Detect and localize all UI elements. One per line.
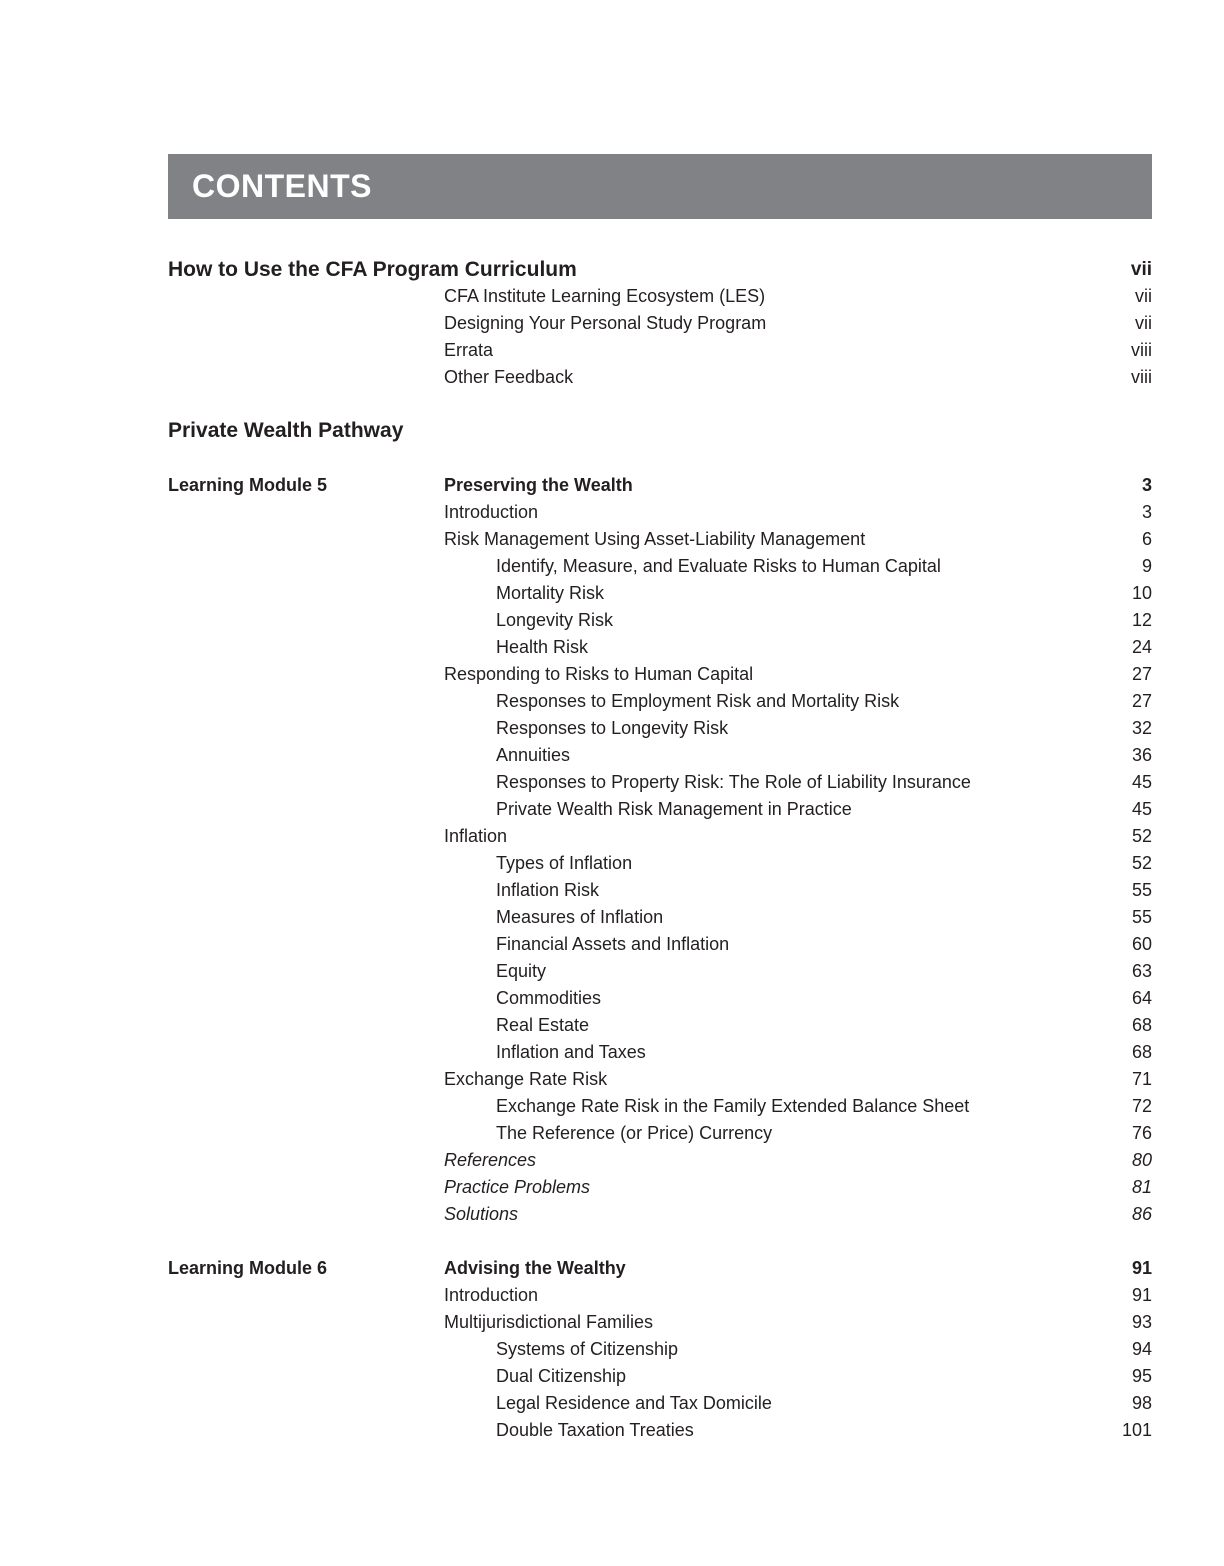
toc-entry-page: 94: [1131, 1339, 1152, 1359]
toc-entry-title: Dual Citizenship: [496, 1366, 627, 1386]
toc-entry-page: 52: [1131, 826, 1152, 846]
toc-entry-page: vii: [1130, 259, 1152, 280]
toc-entry[interactable]: [0, 1066, 1152, 1093]
toc-entry-practice-problems[interactable]: [0, 1174, 1152, 1201]
toc-entry[interactable]: [0, 634, 1152, 661]
toc-entry-title: Systems of Citizenship: [496, 1339, 679, 1359]
toc-entry-title: Inflation Risk: [496, 880, 600, 900]
toc-entry-title: References: [444, 1150, 537, 1170]
module-label: Learning Module 6: [168, 1258, 328, 1278]
toc-entry-page: 76: [1131, 1123, 1152, 1143]
module-title: Advising the Wealthy: [444, 1258, 626, 1278]
toc-entry-page: 64: [1131, 988, 1152, 1008]
toc-entry-title: Exchange Rate Risk in the Family Extended Balance Sheet: [496, 1096, 970, 1116]
module-page: 91: [1131, 1258, 1152, 1278]
toc-entry-how-to-use[interactable]: [0, 255, 1152, 285]
toc-entry[interactable]: [0, 769, 1152, 796]
toc-entry-page: 80: [1131, 1150, 1152, 1170]
toc-entry[interactable]: [0, 1390, 1152, 1417]
toc-entry-page: 72: [1131, 1096, 1152, 1116]
toc-entry-title: Real Estate: [496, 1015, 590, 1035]
toc-entry-title: Types of Inflation: [496, 853, 633, 873]
toc-module-5[interactable]: [0, 472, 1152, 499]
toc-entry-title: Practice Problems: [444, 1177, 591, 1197]
toc-entry-title: The Reference (or Price) Currency: [496, 1123, 773, 1143]
toc-entry-title: Annuities: [496, 745, 571, 765]
toc-entry[interactable]: [0, 985, 1152, 1012]
toc-entry[interactable]: [0, 931, 1152, 958]
toc-entry-title: Responses to Property Risk: The Role of Liability Insurance: [496, 772, 971, 792]
toc-entry-title: Errata: [444, 340, 494, 360]
toc-entry-title: Double Taxation Treaties: [496, 1420, 694, 1440]
toc-entry[interactable]: [0, 796, 1152, 823]
toc-entry[interactable]: [0, 1309, 1152, 1336]
toc-entry-page: 93: [1131, 1312, 1152, 1332]
toc-entry-page: 10: [1131, 583, 1152, 603]
toc-entry-page: 55: [1131, 907, 1152, 927]
toc-entry[interactable]: [0, 688, 1152, 715]
toc-entry-page: 68: [1131, 1042, 1152, 1062]
toc-entry-page: 3: [1141, 502, 1152, 522]
toc-entry[interactable]: [0, 364, 1152, 391]
module-page: 3: [1141, 475, 1152, 495]
toc-entry-title: Financial Assets and Inflation: [496, 934, 730, 954]
toc-entry-page: 27: [1131, 691, 1152, 711]
toc-entry-title: Longevity Risk: [496, 610, 614, 630]
toc-entry-title: Health Risk: [496, 637, 589, 657]
toc-entry-page: 63: [1131, 961, 1152, 981]
toc-entry-title: Solutions: [444, 1204, 519, 1224]
toc-entry-page: vii: [1135, 313, 1152, 333]
toc-entry[interactable]: [0, 337, 1152, 364]
toc-entry-page: viii: [1131, 340, 1152, 360]
toc-entry[interactable]: [0, 1363, 1152, 1390]
toc-entry-title: Private Wealth Risk Management in Practice: [496, 799, 852, 819]
toc-entry-page: 45: [1131, 772, 1152, 792]
toc-module-6[interactable]: [0, 1255, 1152, 1282]
toc-entry[interactable]: [0, 283, 1152, 310]
toc-entry-title: Responses to Employment Risk and Mortality Risk: [496, 691, 900, 711]
toc-entry-page: vii: [1135, 286, 1152, 306]
toc-entry-page: 101: [1121, 1420, 1152, 1440]
toc-entry[interactable]: [0, 1012, 1152, 1039]
toc-entry-title: Mortality Risk: [496, 583, 605, 603]
toc-entry[interactable]: [0, 742, 1152, 769]
toc-entry[interactable]: [0, 1093, 1152, 1120]
module-label: Learning Module 5: [168, 475, 328, 495]
toc-entry-page: 98: [1131, 1393, 1152, 1413]
toc-entry-title: Responding to Risks to Human Capital: [444, 664, 754, 684]
toc-entry-title: Inflation and Taxes: [496, 1042, 646, 1062]
toc-entry-page: 45: [1131, 799, 1152, 819]
toc-entry-page: 68: [1131, 1015, 1152, 1035]
toc-entry-page: 9: [1141, 556, 1152, 576]
toc-entry-page: 81: [1131, 1177, 1152, 1197]
toc-entry[interactable]: [0, 1039, 1152, 1066]
toc-entry-title: Multijurisdictional Families: [444, 1312, 654, 1332]
toc-entry-page: 12: [1131, 610, 1152, 630]
toc-entry[interactable]: [0, 823, 1152, 850]
toc-entry-title: Equity: [496, 961, 547, 981]
toc-entry-title: Other Feedback: [444, 367, 574, 387]
toc-entry[interactable]: [0, 715, 1152, 742]
toc-entry[interactable]: [0, 553, 1152, 580]
toc-entry-page: viii: [1131, 367, 1152, 387]
toc-entry-page: 71: [1131, 1069, 1152, 1089]
module-title: Preserving the Wealth: [444, 475, 633, 495]
toc-entry-solutions[interactable]: [0, 1201, 1152, 1228]
toc-entry[interactable]: [0, 1120, 1152, 1147]
toc-entry-page: 60: [1131, 934, 1152, 954]
toc-entry[interactable]: [0, 661, 1152, 688]
toc-entry[interactable]: [0, 850, 1152, 877]
toc-entry-title: Identify, Measure, and Evaluate Risks to Human Capital: [496, 556, 941, 576]
toc-entry-page: 27: [1131, 664, 1152, 684]
toc-entry[interactable]: [0, 310, 1152, 337]
toc-entry-title: Legal Residence and Tax Domicile: [496, 1393, 772, 1413]
toc-entry[interactable]: [0, 580, 1152, 607]
toc-entry[interactable]: [0, 1417, 1152, 1444]
toc-entry-page: 95: [1131, 1366, 1152, 1386]
toc-entry-page: 6: [1141, 529, 1152, 549]
toc-entry-page: 86: [1131, 1204, 1152, 1224]
toc-entry[interactable]: [0, 1282, 1152, 1309]
toc-entry-page: 32: [1131, 718, 1152, 738]
toc-entry[interactable]: [0, 877, 1152, 904]
toc-entry-title: Exchange Rate Risk: [444, 1069, 608, 1089]
toc-entry-page: 91: [1131, 1285, 1152, 1305]
toc-entry[interactable]: [0, 526, 1152, 553]
toc-entry[interactable]: [0, 499, 1152, 526]
toc-entry-title: Introduction: [444, 502, 539, 522]
page-title: CONTENTS: [192, 168, 372, 204]
toc-entry-title: CFA Institute Learning Ecosystem (LES): [444, 286, 766, 306]
toc-entry-title: Inflation: [444, 826, 508, 846]
toc-entry-title: Measures of Inflation: [496, 907, 664, 927]
toc-entry-title: Designing Your Personal Study Program: [444, 313, 767, 333]
toc-entry[interactable]: [0, 607, 1152, 634]
pathway-heading: Private Wealth Pathway: [168, 419, 404, 442]
toc-entry-title: Introduction: [444, 1285, 539, 1305]
toc-entry-page: 55: [1131, 880, 1152, 900]
toc-entry[interactable]: [0, 958, 1152, 985]
toc-entry-page: 52: [1131, 853, 1152, 873]
toc-entry-title: Risk Management Using Asset-Liability Management: [444, 529, 866, 549]
toc-entry[interactable]: [0, 904, 1152, 931]
toc-entry-page: 36: [1131, 745, 1152, 765]
toc-entry-title: Responses to Longevity Risk: [496, 718, 729, 738]
toc-entry-title: How to Use the CFA Program Curriculum: [168, 258, 577, 281]
toc-entry-references[interactable]: [0, 1147, 1152, 1174]
toc-entry-title: Commodities: [496, 988, 602, 1008]
toc-entry-page: 24: [1131, 637, 1152, 657]
toc-entry[interactable]: [0, 1336, 1152, 1363]
